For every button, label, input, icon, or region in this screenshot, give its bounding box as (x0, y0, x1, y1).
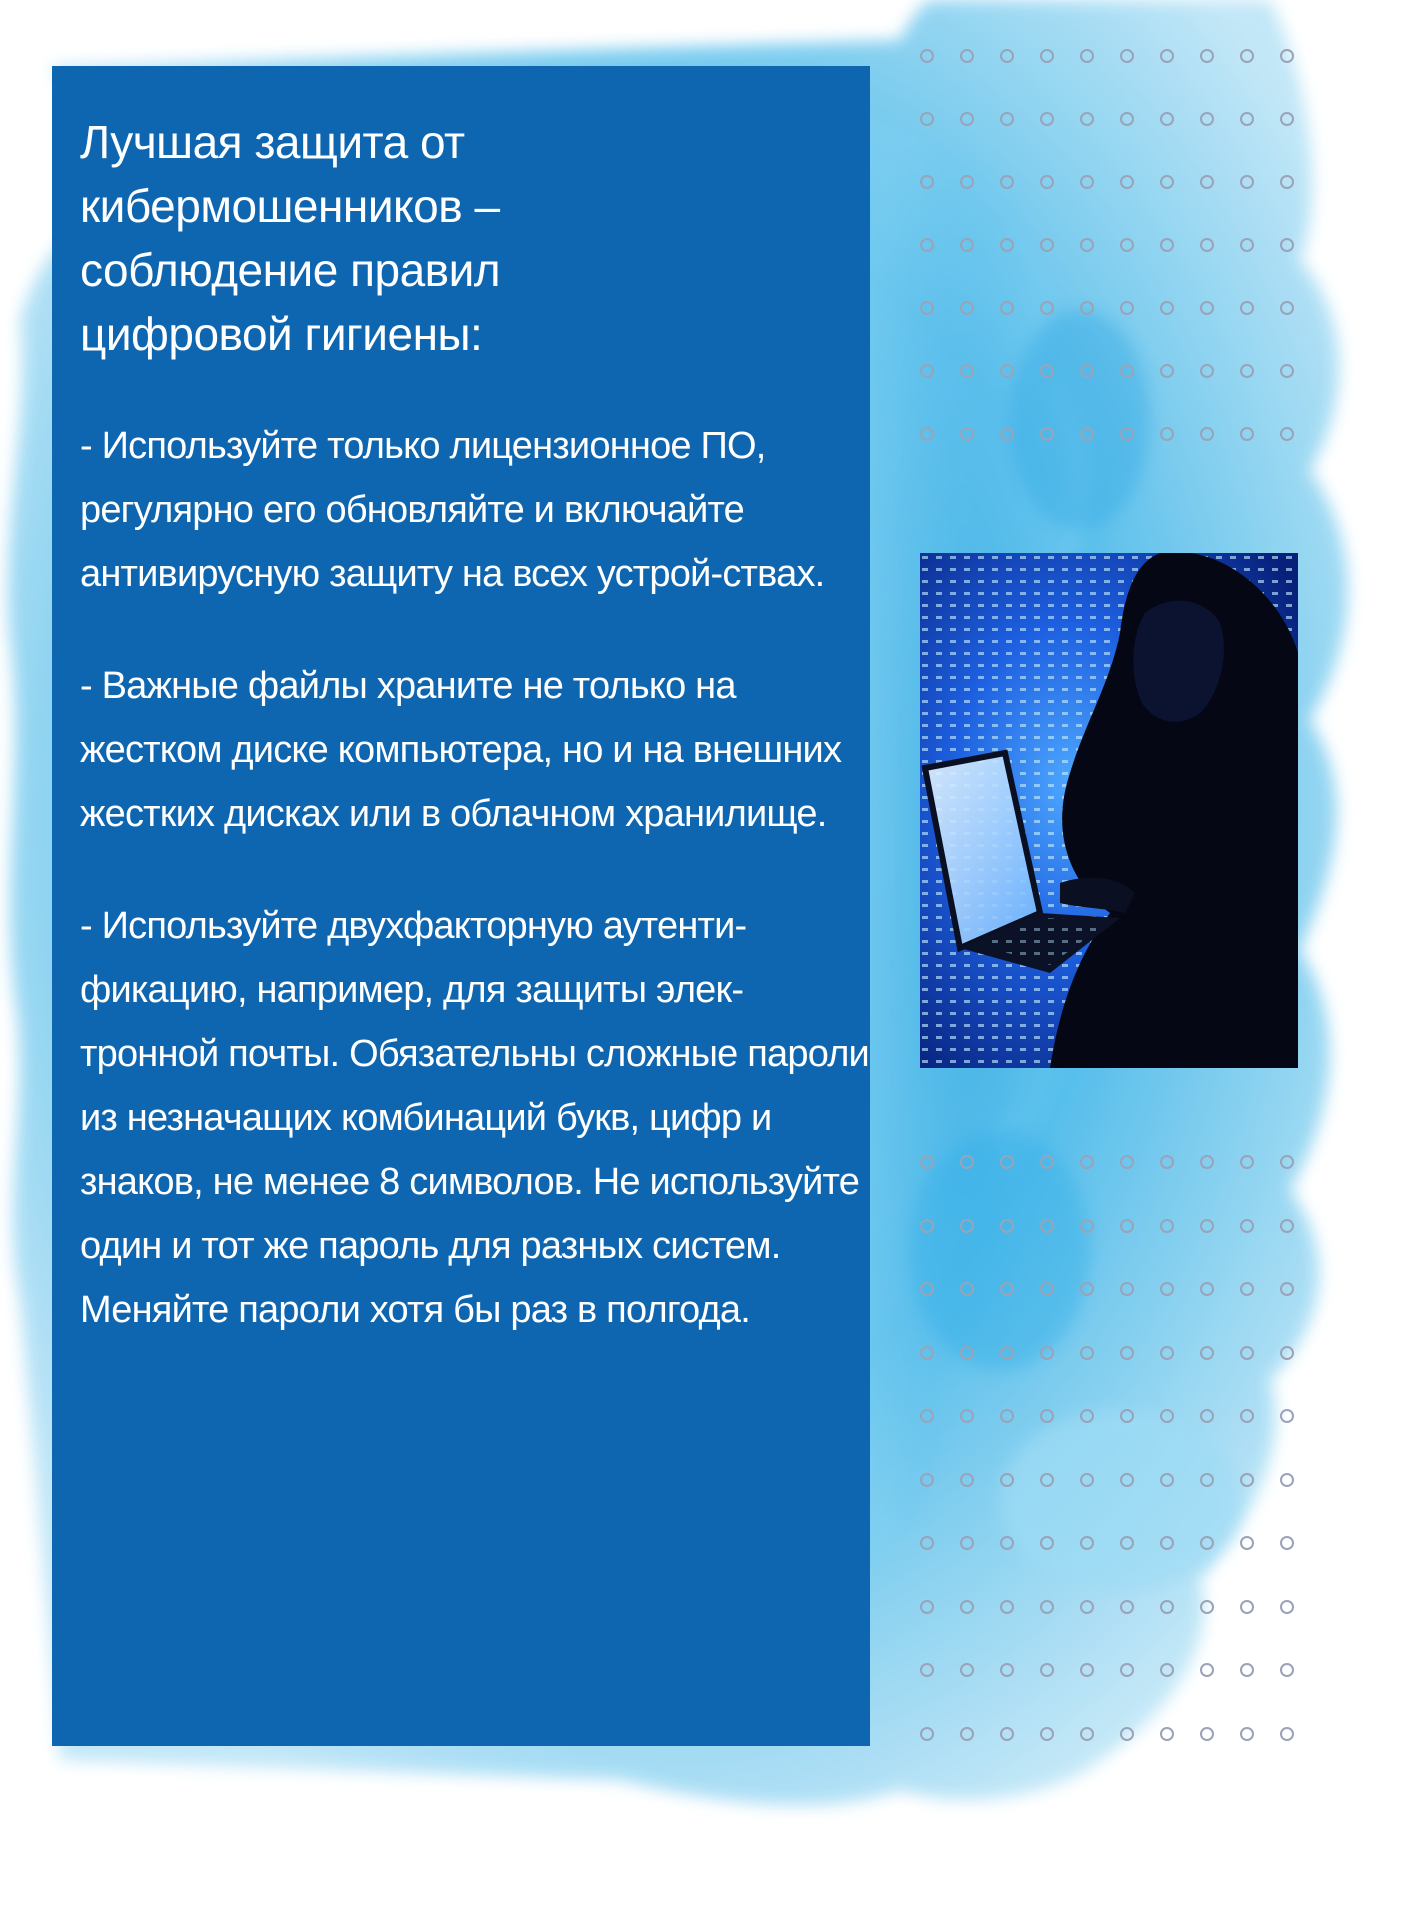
circle-dot-icon (960, 49, 974, 63)
circle-dot-icon (1280, 364, 1294, 378)
circle-dot-icon (1000, 1663, 1014, 1677)
circle-dot-icon (1120, 1346, 1134, 1360)
circle-dot-icon (1040, 1727, 1054, 1741)
circle-dot-icon (1160, 1346, 1174, 1360)
hacker-photo (920, 553, 1298, 1068)
circle-dot-icon (1280, 1473, 1294, 1487)
circle-dot-icon (1040, 301, 1054, 315)
circle-dot-icon (1000, 1282, 1014, 1296)
circle-dot-icon (1200, 1536, 1214, 1550)
circle-dot-icon (1160, 1600, 1174, 1614)
circle-dot-icon (1040, 238, 1054, 252)
circle-dot-icon (960, 1473, 974, 1487)
circle-dot-icon (1120, 427, 1134, 441)
circle-dot-icon (1120, 1219, 1134, 1233)
circle-dot-icon (1160, 301, 1174, 315)
circle-dot-icon (1040, 1409, 1054, 1423)
circle-dot-icon (920, 427, 934, 441)
circle-dot-icon (1240, 364, 1254, 378)
circle-dot-icon (1000, 49, 1014, 63)
circle-dot-icon (1040, 1663, 1054, 1677)
circle-dot-icon (1160, 49, 1174, 63)
circle-dot-icon (1280, 1600, 1294, 1614)
circle-dot-icon (1200, 238, 1214, 252)
circle-dot-icon (1040, 112, 1054, 126)
circle-dot-icon (1120, 112, 1134, 126)
info-panel (52, 66, 870, 1746)
circle-dot-icon (1200, 1219, 1214, 1233)
circle-dot-icon (1200, 1473, 1214, 1487)
circle-dot-icon (1080, 364, 1094, 378)
dot-grid-bottom (920, 1155, 1320, 1790)
circle-dot-icon (1080, 301, 1094, 315)
circle-dot-icon (920, 1727, 934, 1741)
circle-dot-icon (960, 364, 974, 378)
circle-dot-icon (1160, 112, 1174, 126)
circle-dot-icon (1000, 238, 1014, 252)
circle-dot-icon (1200, 1727, 1214, 1741)
circle-dot-icon (1120, 1282, 1134, 1296)
circle-dot-icon (1280, 1536, 1294, 1550)
circle-dot-icon (1240, 1409, 1254, 1423)
circle-dot-icon (1200, 1600, 1214, 1614)
circle-dot-icon (1200, 175, 1214, 189)
circle-dot-icon (1240, 1536, 1254, 1550)
circle-dot-icon (1280, 1282, 1294, 1296)
circle-dot-icon (960, 1219, 974, 1233)
circle-dot-icon (1240, 112, 1254, 126)
dot-grid-top (920, 49, 1320, 490)
circle-dot-icon (1280, 175, 1294, 189)
circle-dot-icon (1040, 1282, 1054, 1296)
circle-dot-icon (1160, 364, 1174, 378)
circle-dot-icon (1120, 1409, 1134, 1423)
circle-dot-icon (1120, 1600, 1134, 1614)
circle-dot-icon (1200, 1346, 1214, 1360)
circle-dot-icon (1000, 364, 1014, 378)
circle-dot-icon (1080, 1663, 1094, 1677)
circle-dot-icon (1120, 49, 1134, 63)
circle-dot-icon (960, 1155, 974, 1169)
circle-dot-icon (1160, 427, 1174, 441)
circle-dot-icon (1240, 427, 1254, 441)
circle-dot-icon (1080, 1409, 1094, 1423)
circle-dot-icon (920, 301, 934, 315)
circle-dot-icon (1200, 1409, 1214, 1423)
circle-dot-icon (920, 1282, 934, 1296)
circle-dot-icon (1040, 175, 1054, 189)
circle-dot-icon (1200, 1282, 1214, 1296)
circle-dot-icon (1120, 1536, 1134, 1550)
circle-dot-icon (1000, 1346, 1014, 1360)
circle-dot-icon (960, 1346, 974, 1360)
circle-dot-icon (960, 427, 974, 441)
circle-dot-icon (1160, 1155, 1174, 1169)
circle-dot-icon (1280, 112, 1294, 126)
circle-dot-icon (1120, 364, 1134, 378)
circle-dot-icon (960, 175, 974, 189)
circle-dot-icon (1080, 238, 1094, 252)
circle-dot-icon (960, 112, 974, 126)
circle-dot-icon (1000, 1536, 1014, 1550)
circle-dot-icon (1120, 1155, 1134, 1169)
circle-dot-icon (1000, 427, 1014, 441)
circle-dot-icon (1240, 1346, 1254, 1360)
circle-dot-icon (960, 301, 974, 315)
circle-dot-icon (1200, 1155, 1214, 1169)
circle-dot-icon (960, 1409, 974, 1423)
circle-dot-icon (1080, 1219, 1094, 1233)
circle-dot-icon (960, 1663, 974, 1677)
circle-dot-icon (1000, 1600, 1014, 1614)
circle-dot-icon (960, 1536, 974, 1550)
circle-dot-icon (1240, 1155, 1254, 1169)
circle-dot-icon (1040, 1219, 1054, 1233)
circle-dot-icon (1160, 1409, 1174, 1423)
circle-dot-icon (920, 1219, 934, 1233)
circle-dot-icon (1240, 175, 1254, 189)
circle-dot-icon (1280, 1727, 1294, 1741)
circle-dot-icon (1080, 427, 1094, 441)
circle-dot-icon (1160, 1282, 1174, 1296)
circle-dot-icon (1280, 427, 1294, 441)
circle-dot-icon (1200, 301, 1214, 315)
circle-dot-icon (1280, 301, 1294, 315)
circle-dot-icon (960, 1727, 974, 1741)
circle-dot-icon (1240, 1282, 1254, 1296)
tip-passwords: - Используйте двухфакторную аутенти-фикацию, например, для защиты элек-тронной почты. Обязательны сложные пароли из незначащих комбинаций букв, цифр и знаков, не менее 8 символов. Не используйте один и тот же пароль для разных систем. Меняйте пароли хотя бы раз в полгода. (80, 905, 869, 1331)
circle-dot-icon (1000, 1409, 1014, 1423)
circle-dot-icon (1160, 1473, 1174, 1487)
circle-dot-icon (920, 1600, 934, 1614)
circle-dot-icon (1120, 301, 1134, 315)
circle-dot-icon (920, 364, 934, 378)
circle-dot-icon (1200, 427, 1214, 441)
circle-dot-icon (920, 175, 934, 189)
circle-dot-icon (1000, 1473, 1014, 1487)
circle-dot-icon (1080, 1600, 1094, 1614)
circle-dot-icon (1240, 1473, 1254, 1487)
circle-dot-icon (920, 238, 934, 252)
circle-dot-icon (1000, 1155, 1014, 1169)
circle-dot-icon (920, 1346, 934, 1360)
circle-dot-icon (1280, 1346, 1294, 1360)
circle-dot-icon (1160, 1663, 1174, 1677)
circle-dot-icon (1040, 427, 1054, 441)
circle-dot-icon (1240, 1219, 1254, 1233)
tip-software: - Используйте только лицензионное ПО, регулярно его обновляйте и включайте антивирусную защиту на всех устрой-ствах. (80, 425, 825, 595)
circle-dot-icon (920, 1536, 934, 1550)
circle-dot-icon (1000, 112, 1014, 126)
circle-dot-icon (1080, 1536, 1094, 1550)
circle-dot-icon (1080, 49, 1094, 63)
circle-dot-icon (1240, 1727, 1254, 1741)
circle-dot-icon (920, 112, 934, 126)
circle-dot-icon (960, 1600, 974, 1614)
circle-dot-icon (1040, 49, 1054, 63)
circle-dot-icon (1280, 1155, 1294, 1169)
circle-dot-icon (1200, 1663, 1214, 1677)
circle-dot-icon (920, 1473, 934, 1487)
circle-dot-icon (1120, 1663, 1134, 1677)
circle-dot-icon (1160, 1536, 1174, 1550)
circle-dot-icon (1240, 1663, 1254, 1677)
circle-dot-icon (1000, 175, 1014, 189)
circle-dot-icon (1240, 301, 1254, 315)
circle-dot-icon (1280, 1219, 1294, 1233)
circle-dot-icon (1080, 1473, 1094, 1487)
circle-dot-icon (1160, 1219, 1174, 1233)
circle-dot-icon (1080, 1155, 1094, 1169)
circle-dot-icon (1160, 175, 1174, 189)
circle-dot-icon (1040, 1155, 1054, 1169)
circle-dot-icon (1000, 301, 1014, 315)
circle-dot-icon (1000, 1219, 1014, 1233)
circle-dot-icon (1080, 1727, 1094, 1741)
circle-dot-icon (1080, 1346, 1094, 1360)
circle-dot-icon (1080, 112, 1094, 126)
circle-dot-icon (1240, 1600, 1254, 1614)
circle-dot-icon (1200, 364, 1214, 378)
circle-dot-icon (920, 1155, 934, 1169)
circle-dot-icon (960, 238, 974, 252)
circle-dot-icon (1160, 1727, 1174, 1741)
poster-title: Лучшая защита от кибермошенников – соблюдение правил цифровой гигиены: (80, 116, 501, 360)
circle-dot-icon (1040, 364, 1054, 378)
circle-dot-icon (1120, 238, 1134, 252)
circle-dot-icon (920, 49, 934, 63)
circle-dot-icon (1200, 49, 1214, 63)
circle-dot-icon (1280, 49, 1294, 63)
circle-dot-icon (1280, 1663, 1294, 1677)
circle-dot-icon (1080, 175, 1094, 189)
circle-dot-icon (1040, 1536, 1054, 1550)
circle-dot-icon (1080, 1282, 1094, 1296)
circle-dot-icon (1000, 1727, 1014, 1741)
circle-dot-icon (960, 1282, 974, 1296)
circle-dot-icon (1120, 1727, 1134, 1741)
tip-backups: - Важные файлы храните не только на жестком диске компьютера, но и на внешних жестких дисках или в облачном хранилище. (80, 665, 842, 835)
circle-dot-icon (1040, 1473, 1054, 1487)
circle-dot-icon (1120, 1473, 1134, 1487)
circle-dot-icon (1280, 1409, 1294, 1423)
circle-dot-icon (1040, 1600, 1054, 1614)
circle-dot-icon (1200, 112, 1214, 126)
circle-dot-icon (920, 1663, 934, 1677)
circle-dot-icon (1240, 238, 1254, 252)
circle-dot-icon (1120, 175, 1134, 189)
circle-dot-icon (1160, 238, 1174, 252)
circle-dot-icon (1240, 49, 1254, 63)
circle-dot-icon (1280, 238, 1294, 252)
circle-dot-icon (1040, 1346, 1054, 1360)
circle-dot-icon (920, 1409, 934, 1423)
